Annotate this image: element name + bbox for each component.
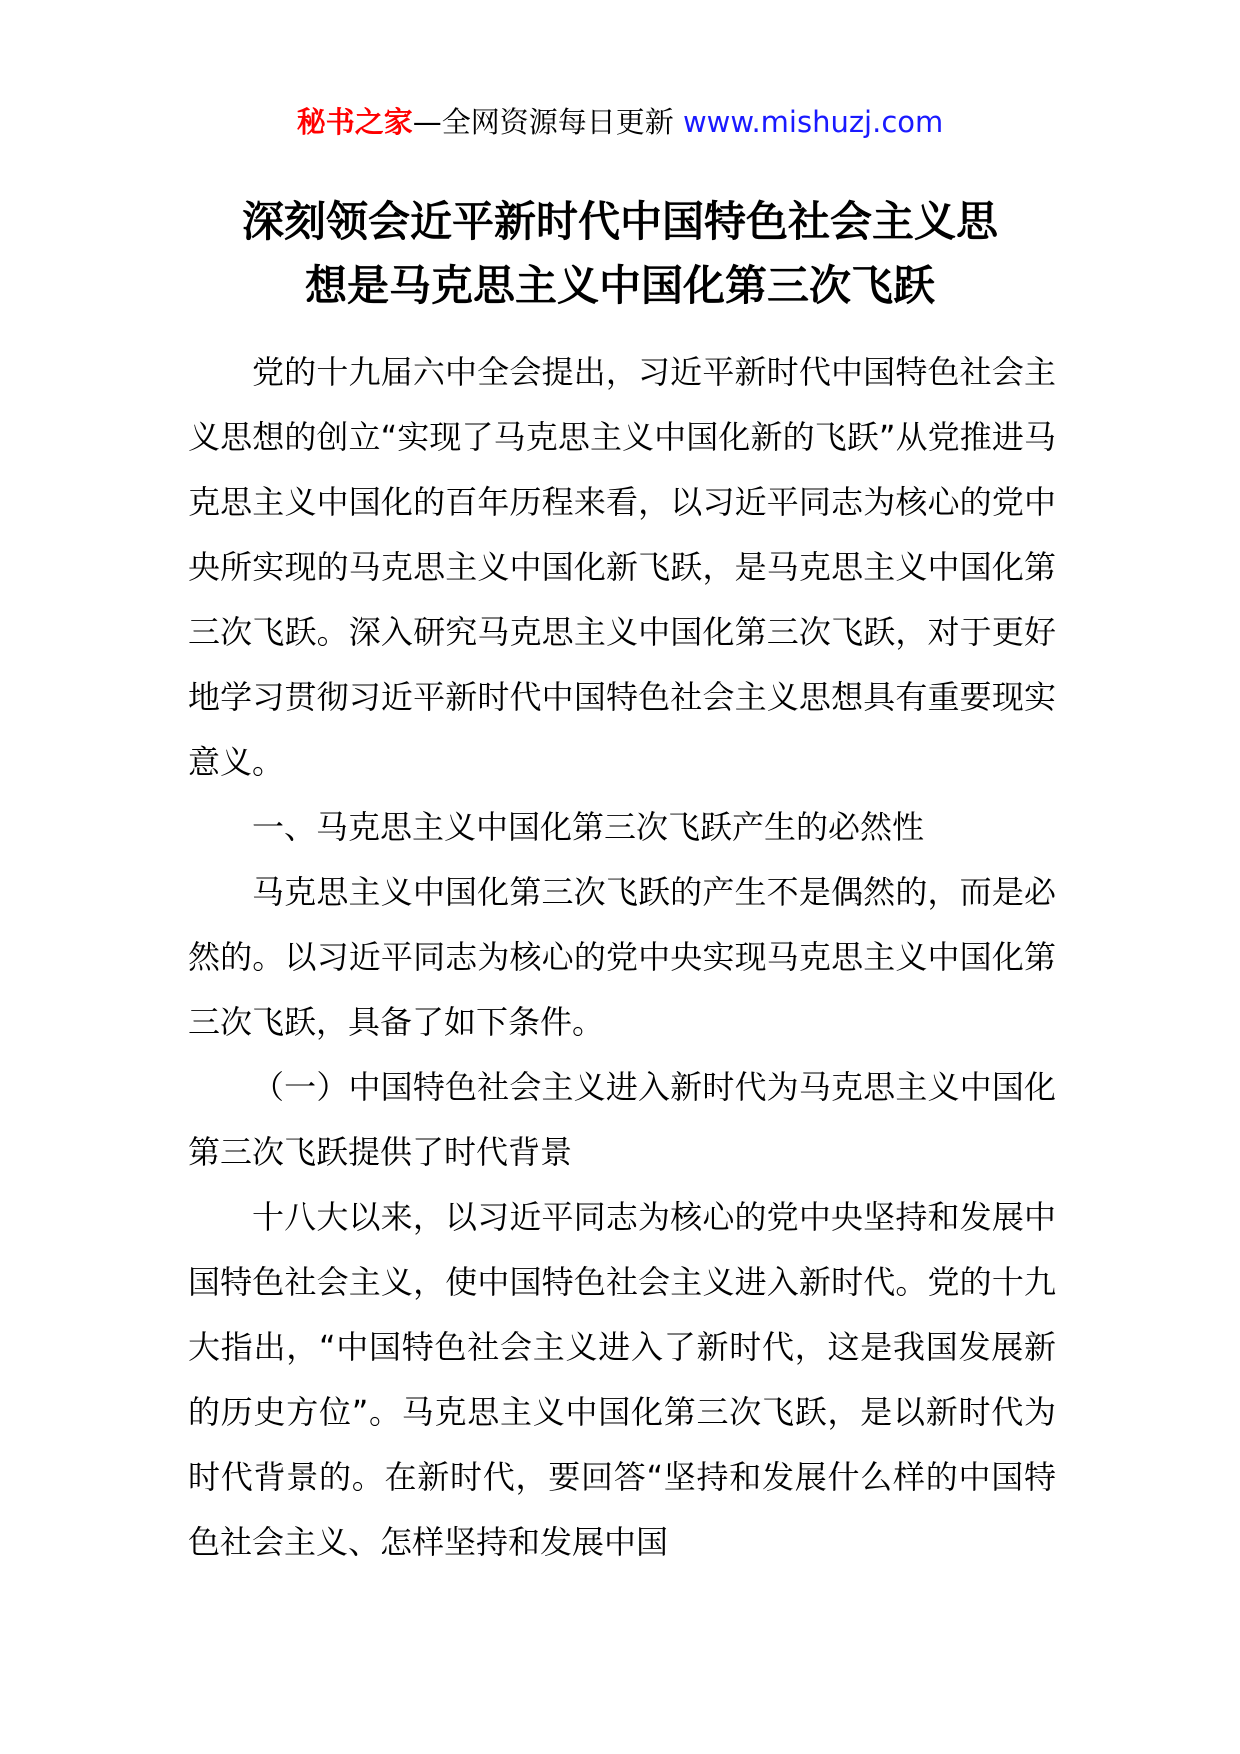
brand-name: 秘书之家 [296, 105, 413, 139]
section-heading-1: 一、马克思主义中国化第三次飞跃产生的必然性 [252, 808, 925, 846]
header-tagline: —全网资源每日更新 [412, 105, 683, 139]
site-url-link[interactable]: www.mishuzj.com [682, 105, 944, 139]
paragraph-necessity: 马克思主义中国化第三次飞跃的产生不是偶然的，而是必然的。以习近平同志为核心的党中央实现马克思主义中国化第三次飞跃，具备了如下条件。 [188, 873, 1056, 1041]
subsection-heading-1: （一）中国特色社会主义进入新时代为马克思主义中国化第三次飞跃提供了时代背景 [188, 1068, 1056, 1171]
title-line-1: 深刻领会近平新时代中国特色社会主义思 [241, 197, 998, 246]
document-title [150, 190, 1090, 318]
paragraph-new-era: 十八大以来，以习近平同志为核心的党中央坚持和发展中国特色社会主义，使中国特色社会主义进入新时代。党的十九大指出，“中国特色社会主义进入了新时代，这是我国发展新的历史方位”。马克思主义中国化第三次飞跃，是以新时代为时代背景的。在新时代，要回答“坚持和发展什么样的中国特色社会主义、怎样坚持和发展中国 [188, 1198, 1056, 1561]
site-header [0, 102, 1240, 142]
document-body [188, 340, 1056, 1575]
title-line-2: 想是马克思主义中国化第三次飞跃 [304, 261, 935, 310]
paragraph-intro: 党的十九届六中全会提出，习近平新时代中国特色社会主义思想的创立“实现了马克思主义中国化新的飞跃”从党推进马克思主义中国化的百年历程来看，以习近平同志为核心的党中央所实现的马克思主义中国化新飞跃，是马克思主义中国化第三次飞跃。深入研究马克思主义中国化第三次飞跃，对于更好地学习贯彻习近平新时代中国特色社会主义思想具有重要现实意义。 [188, 353, 1056, 781]
